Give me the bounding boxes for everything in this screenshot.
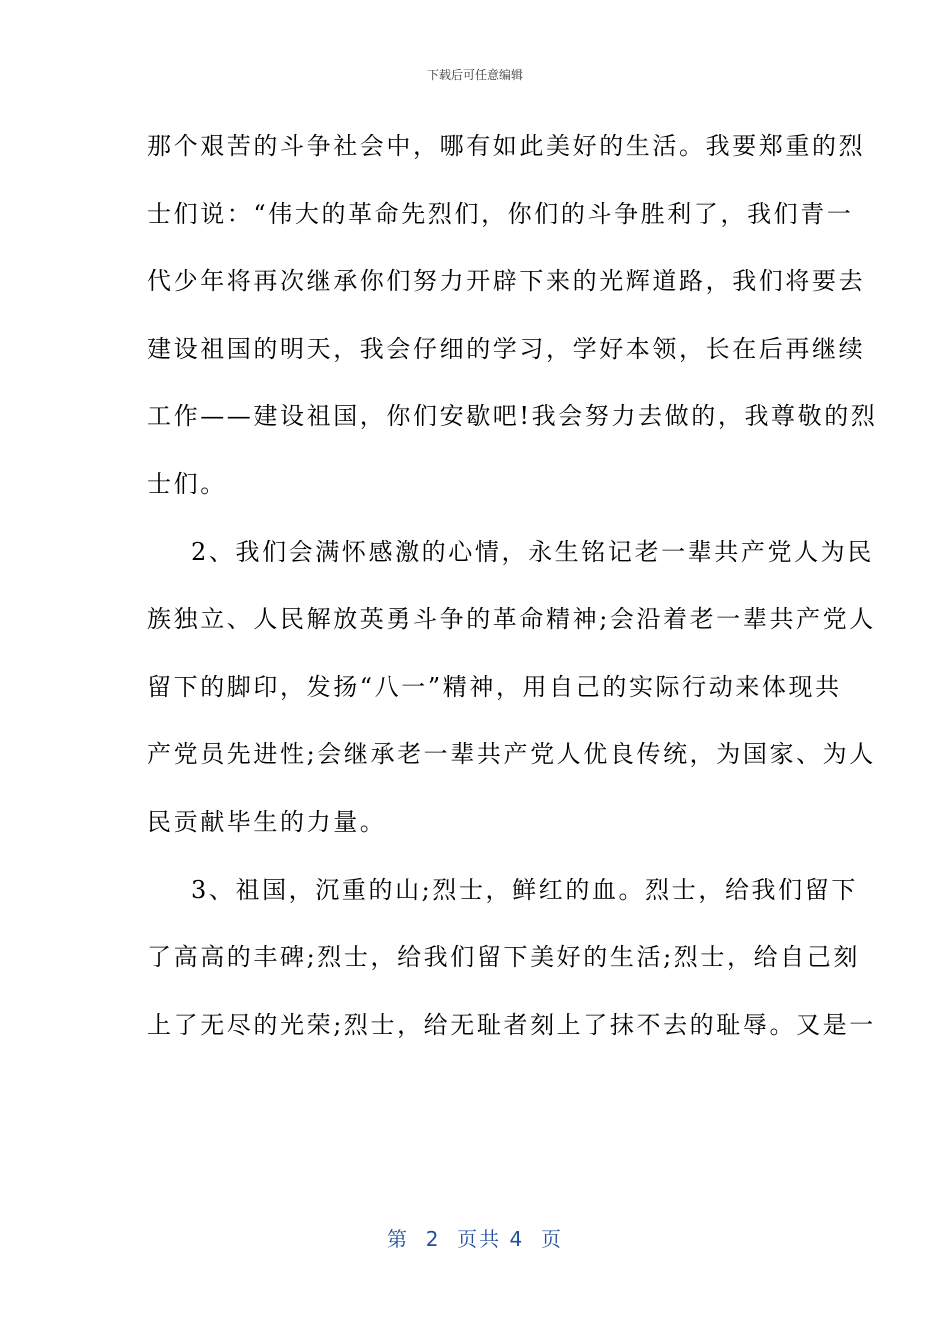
text-line: 士们。	[147, 469, 227, 498]
text-line: 民贡献毕生的力量。	[147, 807, 387, 836]
text-line: 产党员先进性;会继承老一辈共产党人优良传统，为国家、为人	[147, 740, 876, 769]
text-line: 那个艰苦的斗争社会中，哪有如此美好的生活。我要郑重的烈	[147, 132, 866, 160]
text-line: 了高高的丰碑;烈士，给我们留下美好的生活;烈士，给自己刻	[147, 943, 860, 972]
document-body	[147, 122, 878, 1068]
text-line: 上了无尽的光荣;烈士，给无耻者刻上了抹不去的耻辱。又是一	[147, 1010, 876, 1039]
text-line: 建设祖国的明天，我会仔细的学习，学好本领，长在后再继续	[147, 334, 866, 363]
text-line: 3、祖国，沉重的山;烈士，鲜红的血。烈士，给我们留下	[191, 875, 858, 904]
page-footer	[0, 1224, 950, 1254]
page-number: 第 2 页共 4 页	[387, 1227, 563, 1251]
header-note: 下载后可任意编辑	[426, 68, 523, 82]
text-line: 2、我们会满怀感激的心情，永生铭记老一辈共产党人为民	[191, 537, 874, 566]
text-line: 留下的脚印，发扬“八一”精神，用自己的实际行动来体现共	[147, 672, 842, 701]
text-line: 族独立、人民解放英勇斗争的革命精神;会沿着老一辈共产党人	[147, 605, 876, 634]
text-line: 工作——建设祖国，你们安歇吧!我会努力去做的，我尊敬的烈	[147, 402, 878, 431]
text-line: 士们说：“伟大的革命先烈们，你们的斗争胜利了，我们青一	[147, 199, 854, 228]
text-line: 代少年将再次继承你们努力开辟下来的光辉道路，我们将要去	[147, 267, 866, 296]
